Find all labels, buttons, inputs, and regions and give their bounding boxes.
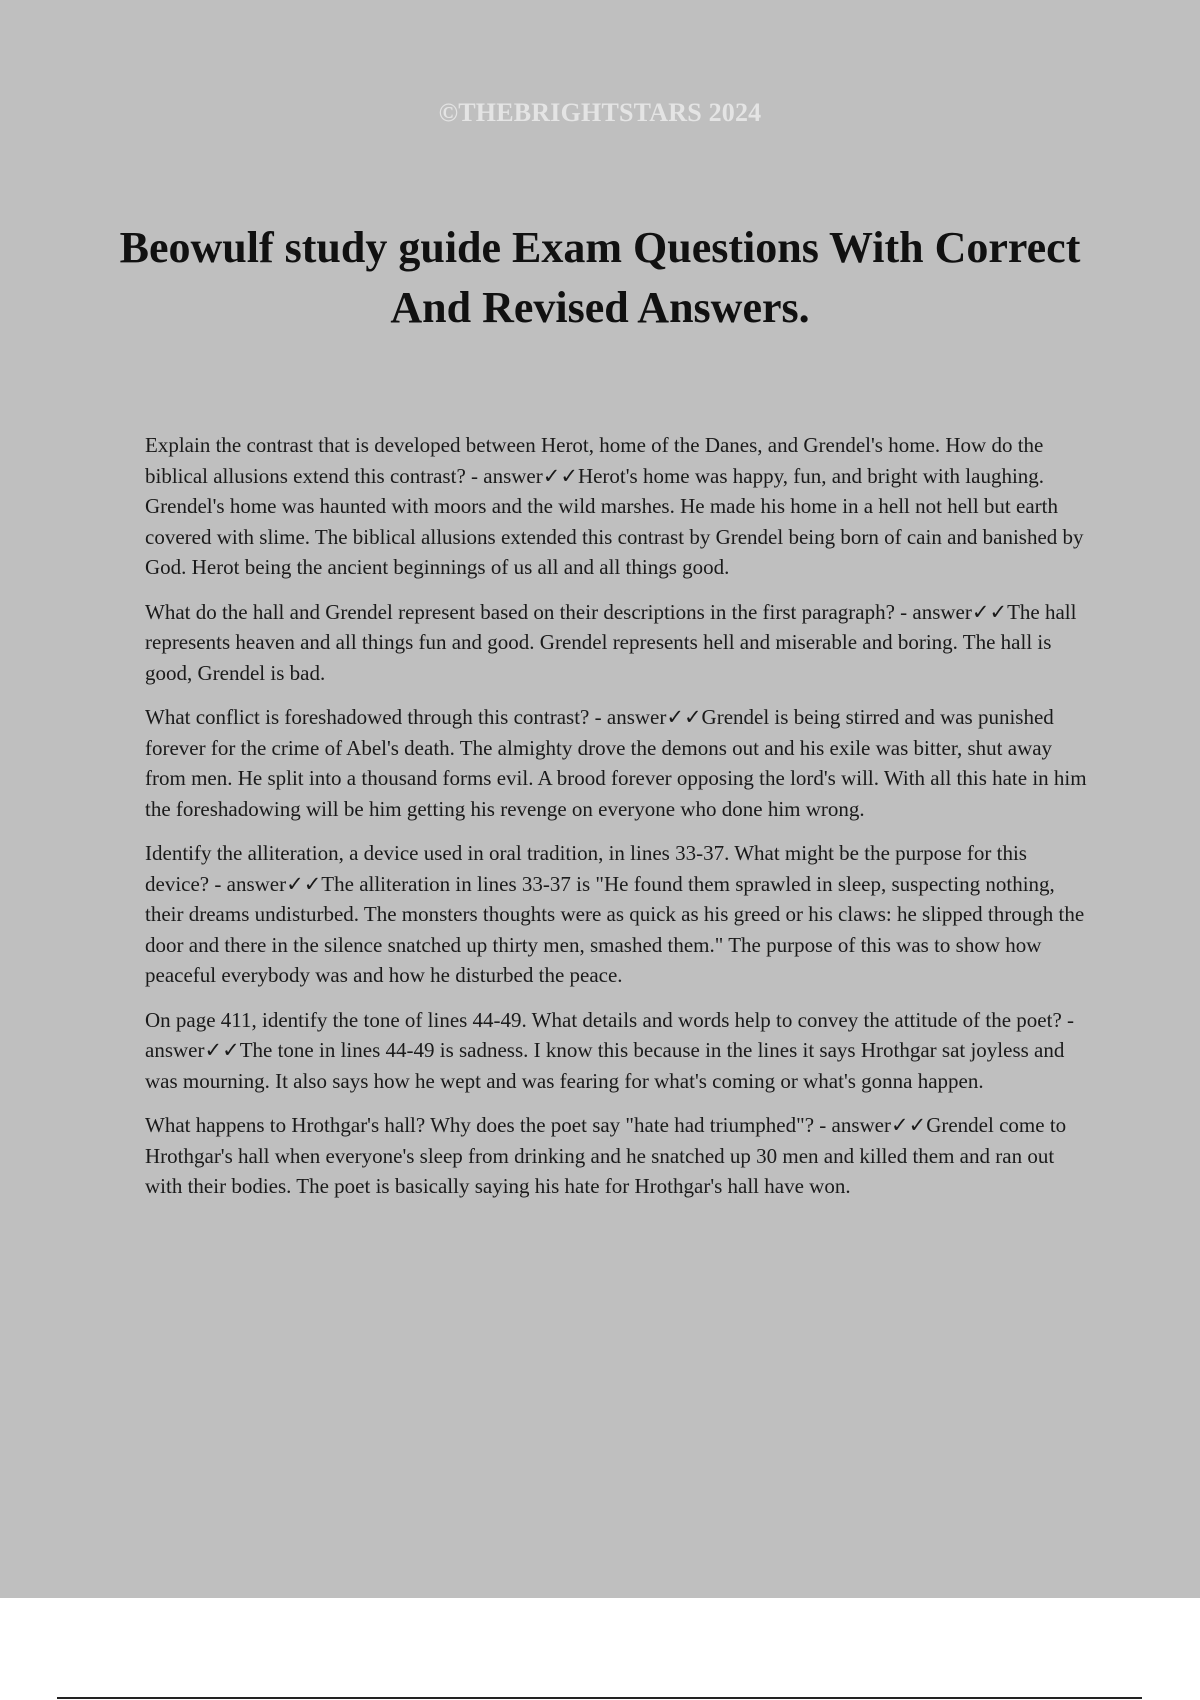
answer-label: - answer — [814, 1113, 891, 1137]
answer-text: The tone in lines 44-49 is sadness. I know this because in the lines it says Hrothgar sat joyless and was mourning. It also says how he wept and was fearing for what's coming or what's gonna happen. — [145, 1038, 1065, 1093]
qa-item — [145, 597, 1090, 689]
check-marks-icon: ✓✓ — [971, 599, 1008, 624]
answer-label: - answer — [145, 1007, 1075, 1062]
question-text: What conflict is foreshadowed through this contrast? — [145, 705, 590, 729]
check-marks-icon: ✓✓ — [666, 705, 702, 729]
answer-label: - answer — [894, 599, 972, 624]
footer-divider — [57, 1697, 1142, 1699]
question-text: Identify the alliteration, a device used in oral tradition, in lines 33-37. What might be the purpose for this device? — [145, 841, 1027, 896]
question-text: Explain the contrast that is developed between Herot, home of the Danes, and Grendel's home. How do the biblical allusions extend this contrast? — [145, 433, 1044, 488]
qa-item — [145, 430, 1090, 583]
answer-text: Herot's home was happy, fun, and bright with laughing. Grendel's home was haunted with moors and the wild marshes. He made his home in a hell not hell but earth covered with slime. The biblical allusions extended this contrast by Grendel being born of cain and banished by God. Herot being the ancient beginnings of us all and all things good. — [145, 463, 1084, 579]
check-marks-icon: ✓✓ — [891, 1113, 927, 1137]
answer-text: The alliteration in lines 33-37 is "He found them sprawled in sleep, suspecting nothing, their dreams undisturbed. The monsters thoughts were as quick as his greed or his claws: he slipped through the door and there in the silence snatched up thirty men, smashed them." The purpose of this was to show how peaceful everybody was and how he disturbed the peace. — [145, 871, 1085, 987]
qa-item — [145, 1110, 1090, 1202]
qa-item — [145, 838, 1090, 991]
answer-label: - answer — [589, 705, 667, 729]
qa-item — [145, 1005, 1090, 1097]
check-marks-icon: ✓✓ — [286, 871, 322, 896]
watermark: ©THEBRIGHTSTARS 2024 — [438, 98, 762, 127]
page-title: Beowulf study guide Exam Questions With Correct And Revised Answers. — [119, 223, 1081, 332]
answer-text: The hall represents heaven and all things fun and good. Grendel represents hell and miserable and boring. The hall is good, Grendel is bad. — [145, 599, 1077, 685]
answer-text: Grendel is being stirred and was punished forever for the crime of Abel's death. The almighty drove the demons out and his exile was bitter, shut away from men. He split into a thousand forms evil. A brood forever opposing the lord's will. With all this hate in him the foreshadowing will be him getting his revenge on everyone who done him wrong. — [145, 705, 1087, 821]
question-text: What happens to Hrothgar's hall? Why does the poet say "hate had triumphed"? — [145, 1113, 815, 1137]
check-marks-icon: ✓✓ — [204, 1038, 240, 1062]
check-marks-icon: ✓✓ — [542, 463, 578, 488]
question-text: What do the hall and Grendel represent based on their descriptions in the first paragraph? — [145, 599, 895, 624]
answer-text: Grendel come to Hrothgar's hall when everyone's sleep from drinking and he snatched up 30 men and killed them and ran out with their bodies. The poet is basically saying his hate for Hrothgar's hall have won. — [145, 1113, 1067, 1198]
question-text: On page 411, identify the tone of lines 44-49. What details and words help to convey the attitude of the poet? — [145, 1007, 1062, 1032]
answer-label: - answer — [209, 871, 287, 896]
qa-list — [145, 430, 1090, 1216]
answer-label: - answer — [465, 463, 543, 488]
qa-item — [145, 702, 1090, 824]
